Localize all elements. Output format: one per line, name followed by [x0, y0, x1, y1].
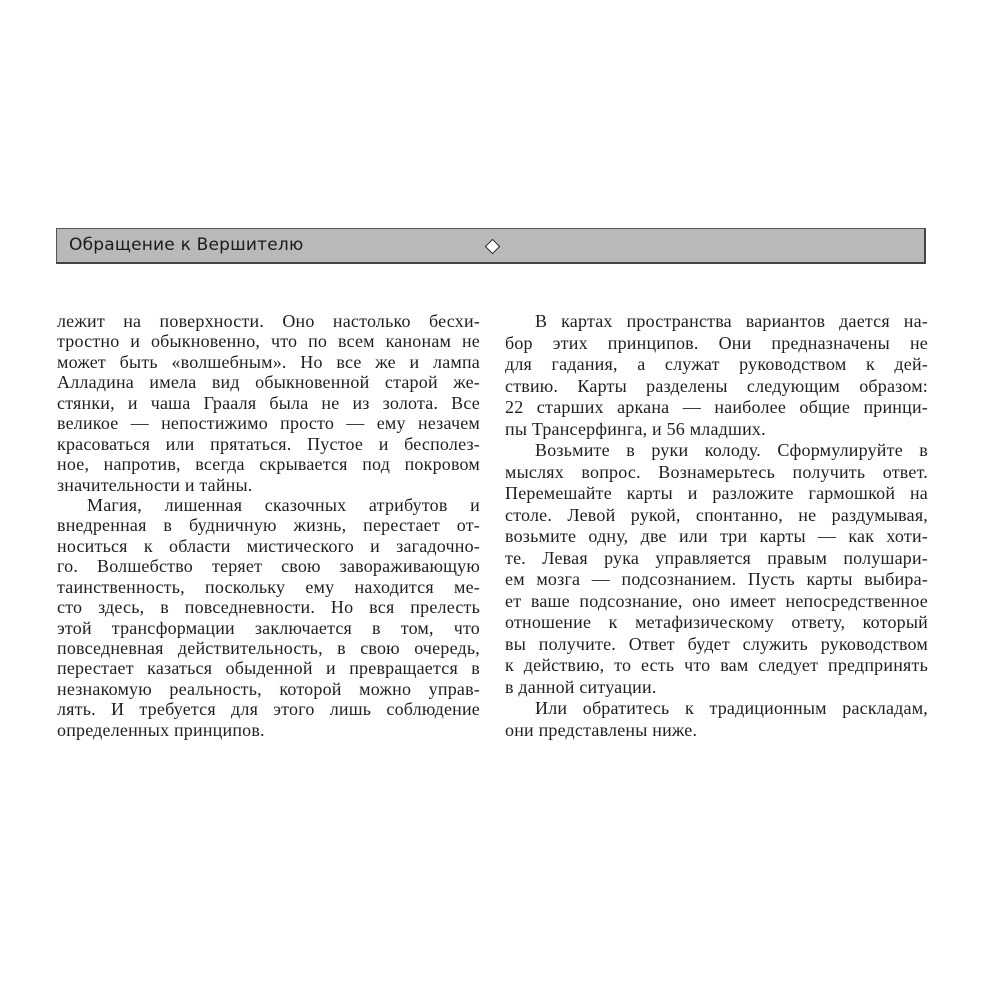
text-line: Возьмите в руки колоду. Сформулируйте в — [535, 440, 928, 460]
text-line: к действию, то есть что вам следует предпринять — [505, 655, 928, 675]
right-text-column — [505, 311, 928, 741]
text-line: столе. Левой рукой, спонтанно, не раздумывая, — [505, 504, 928, 525]
text-line: пы Трансерфинга, и 56 младших. — [505, 418, 766, 439]
section-title: Обращение к Вершителю — [69, 235, 304, 255]
text-line: В картах пространства вариантов дается на- — [535, 311, 928, 331]
text-line: определенных принципов. — [57, 719, 265, 740]
text-line: Перемешайте карты и разложите гармошкой на — [505, 483, 928, 503]
text-line: ем мозга — подсознанием. Пусть карты выбира- — [505, 569, 928, 589]
text-line: Магия, лишенная сказочных атрибутов и — [87, 494, 480, 515]
diamond-icon — [485, 239, 501, 255]
section-header-bar — [56, 228, 926, 264]
text-line: мыслях вопрос. Вознамерьтесь получить ответ. — [505, 461, 928, 482]
text-line: лежит на поверхности. Оно настолько бесхи- — [57, 311, 480, 331]
text-line: внедренная в будничную жизнь, перестает от- — [57, 515, 480, 536]
text-line: таинственность, поскольку ему находится ме- — [57, 576, 480, 597]
paragraph — [505, 311, 928, 440]
text-line: носиться к области мистического и загадочно- — [57, 535, 480, 556]
text-line: ное, напротив, всегда скрывается под покровом — [57, 454, 480, 475]
text-line: перестает казаться обыденной и превращается в — [57, 658, 480, 679]
text-line: они представлены ниже. — [505, 719, 698, 740]
text-line: значительности и тайны. — [57, 474, 253, 495]
text-line: великое — непостижимо просто — ему незачем — [57, 413, 480, 434]
text-line: тростно и обыкновенно, что по всем канонам не — [57, 331, 480, 352]
paragraph — [505, 440, 928, 698]
text-line: может быть «волшебным». Но все же и лампа — [57, 351, 480, 372]
text-line: для гадания, а служат руководством к дей- — [505, 354, 928, 374]
paragraph — [505, 698, 928, 741]
text-line: незнакомую реальность, которой можно управ- — [57, 678, 480, 699]
text-line: сто здесь, в повседневности. Но вся прелесть — [57, 597, 480, 618]
text-line: ствию. Карты разделены следующим образом: — [505, 375, 928, 396]
text-line: 22 старших аркана — наиболее общие принци- — [505, 397, 928, 417]
text-line: Или обратитесь к традиционным раскладам, — [535, 698, 928, 718]
paragraph — [57, 495, 480, 740]
text-line: повседневная действительность, в свою очередь, — [57, 638, 480, 658]
text-line: те. Левая рука управляется правым полушари- — [505, 547, 928, 568]
left-text-column — [57, 311, 480, 740]
text-line: Алладина имела вид обыкновенной старой же- — [57, 372, 480, 393]
text-line: го. Волшебство теряет свою завораживающую — [57, 556, 480, 577]
text-line: этой трансформации заключается в том, что — [57, 617, 480, 638]
text-line: вы получите. Ответ будет служить руководством — [505, 633, 928, 654]
text-line: стянки, и чаша Грааля была не из золота. Все — [57, 392, 480, 413]
text-line: красоваться или прятаться. Пустое и бесполез- — [57, 433, 480, 454]
text-line: лять. И требуется для этого лишь соблюдение — [57, 699, 480, 720]
text-line: ет ваше подсознание, оно имеет непосредственное — [505, 590, 928, 611]
paragraph — [57, 311, 480, 495]
text-line: в данной ситуации. — [505, 676, 657, 697]
text-line: возьмите одну, две или три карты — как хоти- — [505, 526, 928, 546]
text-line: отношение к метафизическому ответу, который — [505, 612, 928, 632]
text-line: бор этих принципов. Они предназначены не — [505, 332, 928, 353]
